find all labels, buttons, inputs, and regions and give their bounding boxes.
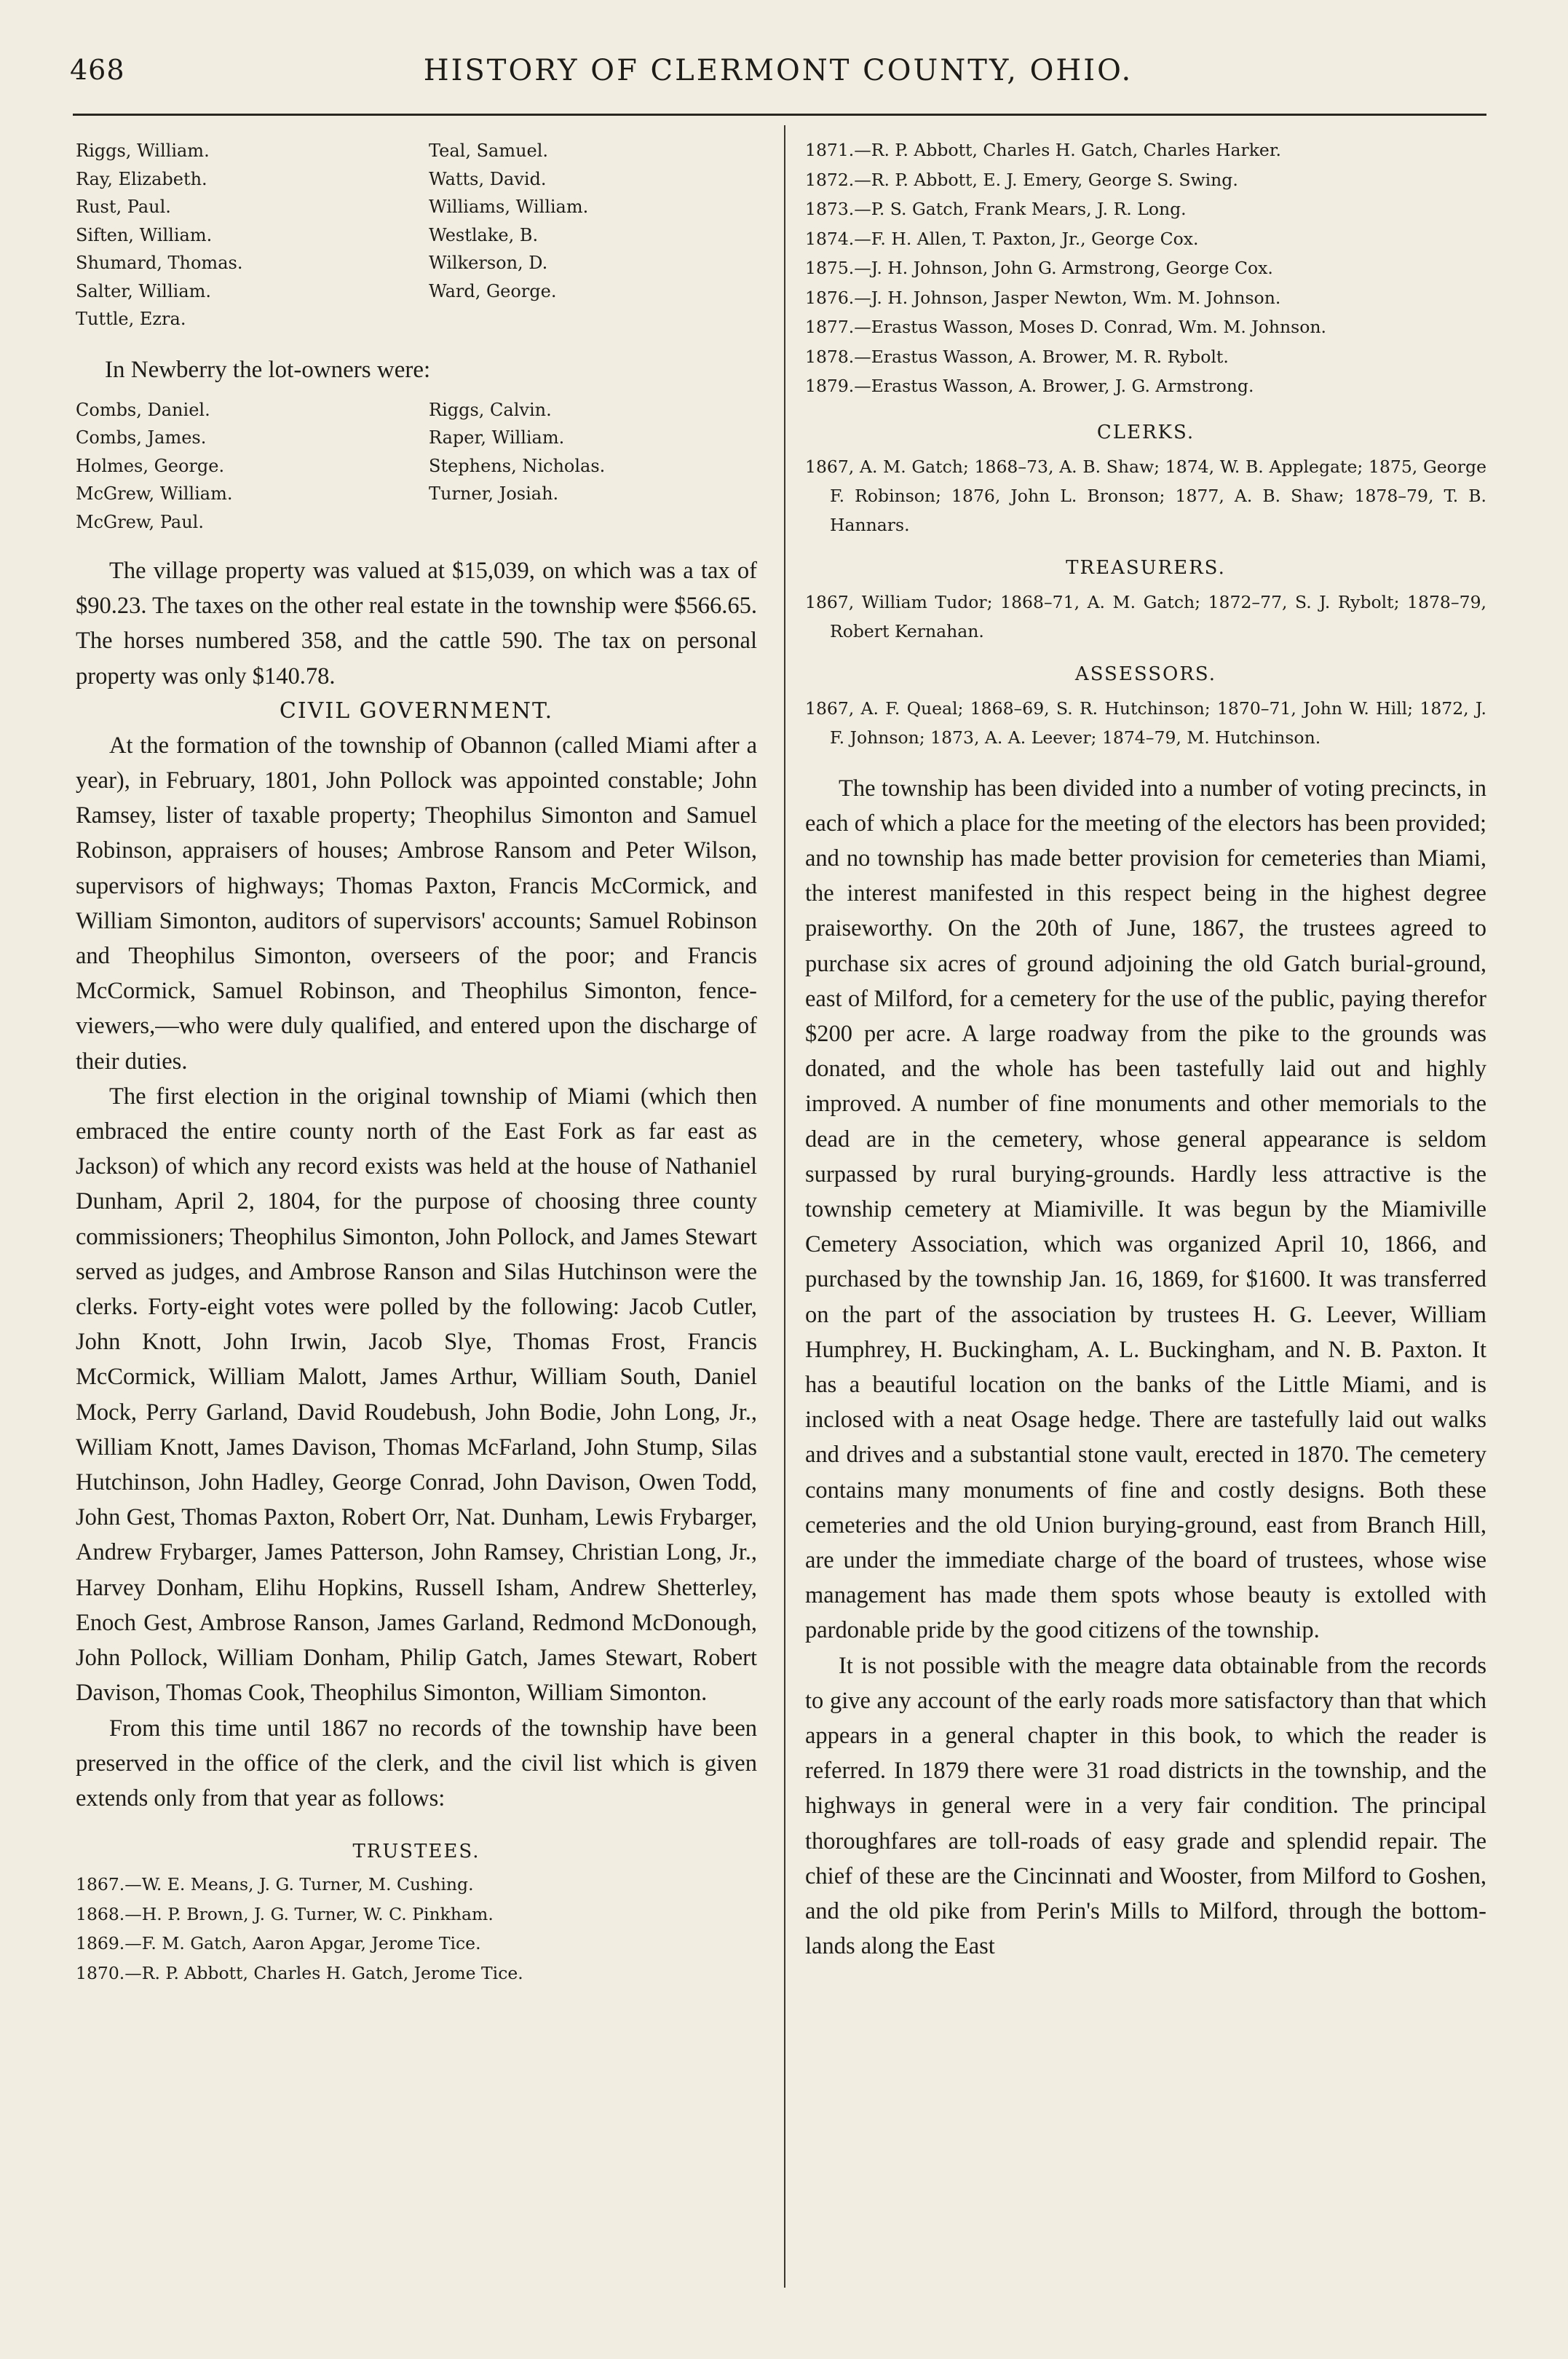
para-roads: It is not possible with the meagre data obtainable from the records to give any account of the early roads more satisfactory than that which appears in a general chapter in this book, to which the reader is referred. In 1879 there were 31 road districts in the township, and the highways in general were in a very fair condition. The principal thoroughfares are toll-roads of easy grade and splendid repair. The chief of these are the Cincinnati and Wooster, from Milford to Goshen, and the old pike from Perin's Mills to Milford, through the bottom-lands along the East xyxy=(805,1652,1486,1960)
list1-col2 xyxy=(429,137,757,333)
list-item: 1875.—J. H. Johnson, John G. Armstrong, George Cox. xyxy=(805,258,1273,278)
treasurers-heading: TREASURERS. xyxy=(1066,556,1226,579)
list-item: 1871.—R. P. Abbott, Charles H. Gatch, Charles Harker. xyxy=(805,140,1281,160)
list-item: 1869.—F. M. Gatch, Aaron Apgar, Jerome Tice. xyxy=(76,1933,481,1954)
header-rule xyxy=(73,114,1486,116)
list-item: Wilkerson, D. xyxy=(429,253,548,273)
list-item: McGrew, Paul. xyxy=(76,511,204,532)
assessors-text: 1867, A. F. Queal; 1868–69, S. R. Hutchinson; 1870–71, John W. Hill; 1872, J. F. Johnson; 1873, A. A. Leever; 1874–79, M. Hutchinson. xyxy=(805,698,1486,748)
list-item: 1868.—H. P. Brown, J. G. Turner, W. C. Pinkham. xyxy=(76,1903,494,1924)
clerks-text: 1867, A. M. Gatch; 1868–73, A. B. Shaw; 1874, W. B. Applegate; 1875, George F. Robinson; 1876, John L. Bronson; 1877, A. B. Shaw; 1878–79, T. B. Hannars. xyxy=(805,456,1486,535)
trustees-list-left xyxy=(76,1870,757,1988)
list2-col1 xyxy=(76,396,429,537)
newberry-intro: In Newberry the lot-owners were: xyxy=(105,356,431,383)
para-records: From this time until 1867 no records of the township have been preserved in the office of the clerk, and the civil list which is given extends only from that year as follows: xyxy=(76,1715,757,1811)
list-item: Turner, Josiah. xyxy=(429,483,559,504)
list-item: Watts, David. xyxy=(429,168,547,189)
left-column xyxy=(76,131,757,1988)
list1-col1 xyxy=(76,137,429,333)
list-item: 1874.—F. H. Allen, T. Paxton, Jr., George Cox. xyxy=(805,228,1199,249)
list-item: Teal, Samuel. xyxy=(429,141,549,161)
assessors-heading: ASSESSORS. xyxy=(1074,663,1217,685)
list-item: 1867.—W. E. Means, J. G. Turner, M. Cushing. xyxy=(76,1874,474,1895)
column-divider xyxy=(784,125,785,2288)
list2-col2 xyxy=(429,396,757,537)
list-item: Ward, George. xyxy=(429,280,557,301)
list-item: Siften, William. xyxy=(76,224,213,245)
list-item: Williams, William. xyxy=(429,197,589,217)
para-cemeteries: The township has been divided into a number of voting precincts, in each of which a place for the meeting of the electors has been provided; and no township has made better provision for cemeteries than Miami, the interest manifested in this respect being in the highest degree praiseworthy. On the 20th of June, 1867, the trustees agreed to purchase six acres of ground adjoining the old Gatch burial-ground, east of Milford, for a cemetery for the use of the public, paying therefor $200 per acre. A large roadway from the pike to the grounds was donated, and the whole has been tastefully laid out and highly improved. A number of fine monuments and other memorials to the dead are in the cemetery, whose general appearance is seldom surpassed by rural burying-grounds. Hardly less attractive is the township cemetery at Miamiville. It was begun by the Miamiville Cemetery Association, which was organized April 10, 1866, and purchased by the township Jan. 16, 1869, for $1600. It was transferred on the part of the association by trustees H. G. Leever, William Humphrey, H. Buckingham, A. L. Buckingham, and N. B. Paxton. It has a beautiful location on the banks of the Little Miami, and is inclosed with a neat Osage hedge. There are tastefully laid out walks and drives and a substantial stone vault, erected in 1870. The cemetery contains many monuments of fine and costly designs. Both these cemeteries and the old Union burying-ground, east from Branch Hill, are under the immediate charge of the board of trustees, whose wise management has made them spots whose beauty is extolled with pardonable pride by the good citizens of the township. xyxy=(805,775,1486,1644)
list-item: 1870.—R. P. Abbott, Charles H. Gatch, Jerome Tice. xyxy=(76,1962,523,1983)
trustees-heading: TRUSTEES. xyxy=(352,1841,480,1863)
list-item: 1878.—Erastus Wasson, A. Brower, M. R. Rybolt. xyxy=(805,346,1229,367)
treasurers-text: 1867, William Tudor; 1868–71, A. M. Gatch; 1872–77, S. J. Rybolt; 1878–79, Robert Kernahan. xyxy=(805,591,1486,641)
list-item: 1876.—J. H. Johnson, Jasper Newton, Wm. M. Johnson. xyxy=(805,287,1281,308)
para-formation: At the formation of the township of Obannon (called Miami after a year), in February, 1801, John Pollock was appointed constable; John Ramsey, lister of taxable property; Theophilus Simonton and Samuel Robinson, appraisers of houses; Ambrose Ransom and Peter Wilson, supervisors of highways; Thomas Paxton, Francis McCormick, and William Simonton, auditors of supervisors' accounts; Samuel Robinson and Theophilus Simonton, overseers of the poor; and Francis McCormick, Samuel Robinson, and Theophilus Simonton, fence-viewers,—who were duly qualified, and entered upon the discharge of their duties. xyxy=(76,732,757,1075)
list-item: Stephens, Nicholas. xyxy=(429,455,606,476)
list-item: 1872.—R. P. Abbott, E. J. Emery, George S. Swing. xyxy=(805,169,1238,190)
list-item: Rust, Paul. xyxy=(76,197,171,217)
civil-government-heading: CIVIL GOVERNMENT. xyxy=(279,698,554,724)
para-first-election: The first election in the original township of Miami (which then embraced the entire county north of the East Fork as far east as Jackson) of which any record exists was held at the house of Nathaniel Dunham, April 2, 1804, for the purpose of choosing three county commissioners; Theophilus Simonton, John Pollock, and James Stewart served as judges, and Ambrose Ranson and Silas Hutchinson were the clerks. Forty-eight votes were polled by the following: Jacob Cutler, John Knott, John Irwin, Jacob Slye, Thomas Frost, Francis McCormick, William Malott, James Arthur, William South, Daniel Mock, Perry Garland, David Roudebush, John Bodie, John Long, Jr., William Knott, James Davison, Thomas McFarland, John Stump, Silas Hutchinson, John Hadley, George Conrad, John Davison, Owen Todd, John Gest, Thomas Paxton, Robert Orr, Nat. Dunham, Lewis Frybarger, Andrew Frybarger, James Patterson, John Ramsey, Christian Long, Jr., Harvey Donham, Elihu Hopkins, Russell Isham, Andrew Shetterley, Enoch Gest, Ambrose Ranson, James Garland, Redmond McDonough, John Pollock, William Donham, Philip Gatch, James Stewart, Robert Davison, Thomas Cook, Theophilus Simonton, William Simonton. xyxy=(76,1083,757,1707)
page-number: 468 xyxy=(70,54,125,86)
list-item: Ray, Elizabeth. xyxy=(76,168,207,189)
list-item: Raper, William. xyxy=(429,427,565,448)
list-item: Shumard, Thomas. xyxy=(76,253,243,273)
list-item: Salter, William. xyxy=(76,280,212,301)
clerks-heading: CLERKS. xyxy=(1096,421,1195,443)
list-item: 1873.—P. S. Gatch, Frank Mears, J. R. Long. xyxy=(805,199,1187,219)
lot-owners-list-1 xyxy=(76,137,757,333)
list-item: 1877.—Erastus Wasson, Moses D. Conrad, Wm. M. Johnson. xyxy=(805,317,1326,337)
list-item: Holmes, George. xyxy=(76,455,225,476)
list-item: McGrew, William. xyxy=(76,483,233,504)
list-item: 1879.—Erastus Wasson, A. Brower, J. G. Armstrong. xyxy=(805,376,1254,396)
list-item: Tuttle, Ezra. xyxy=(76,309,186,329)
lot-owners-list-2 xyxy=(76,396,757,537)
list-item: Riggs, William. xyxy=(76,141,210,161)
right-column xyxy=(805,131,1486,1964)
trustees-list-right xyxy=(805,135,1486,401)
list-item: Riggs, Calvin. xyxy=(429,399,552,420)
list-item: Combs, Daniel. xyxy=(76,399,210,420)
running-title: HISTORY OF CLERMONT COUNTY, OHIO. xyxy=(423,54,1133,87)
list-item: Combs, James. xyxy=(76,427,207,448)
page-header xyxy=(70,54,1486,98)
para-village-property: The village property was valued at $15,039, on which was a tax of $90.23. The taxes on the other real estate in the township were $566.65. The horses numbered 358, and the cattle 590. The tax on personal property was only $140.78. xyxy=(76,558,757,689)
list-item: Westlake, B. xyxy=(429,224,539,245)
